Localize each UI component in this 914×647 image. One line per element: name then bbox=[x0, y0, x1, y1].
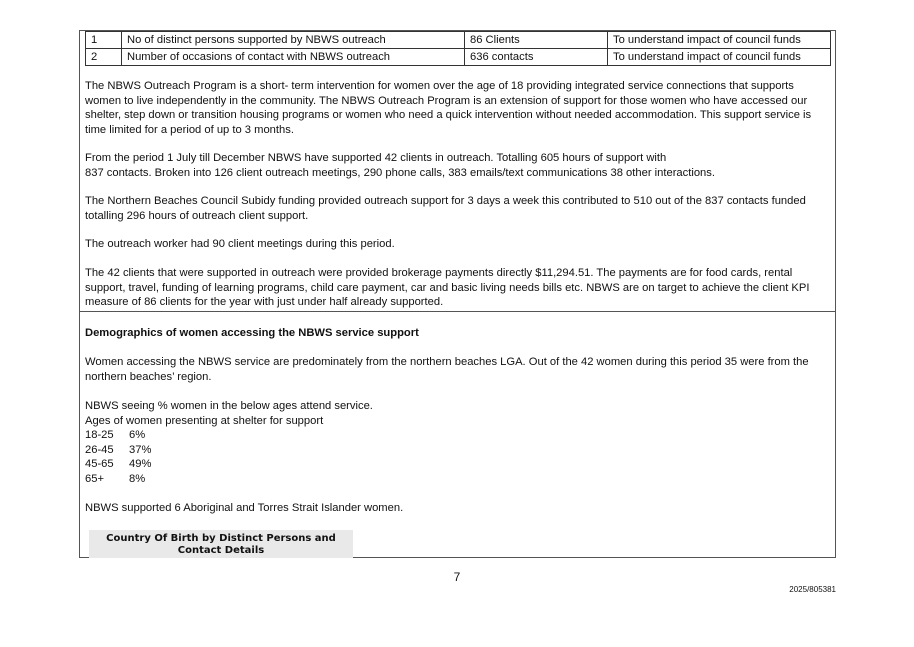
council-funding-paragraph: The Northern Beaches Council Subidy funding provided outreach support for 3 days a week this contributed to 510 out of the 837 contacts funded totalling 296 hours of outreach client support. bbox=[85, 195, 806, 222]
measure-cell: No of distinct persons supported by NBWS outreach bbox=[122, 32, 465, 49]
list-item bbox=[85, 457, 151, 472]
age-percent: 6% bbox=[129, 429, 146, 442]
age-percent: 8% bbox=[129, 472, 146, 485]
period-summary-line2: 837 contacts. Broken into 126 client outreach meetings, 290 phone calls, 383 emails/text communications 38 other interactions. bbox=[85, 166, 715, 179]
document-frame bbox=[79, 30, 836, 558]
value-cell: 86 Clients bbox=[465, 32, 608, 49]
purpose-cell: To understand impact of council funds bbox=[608, 32, 831, 49]
country-of-birth-header bbox=[89, 530, 353, 558]
measure-cell: Number of occasions of contact with NBWS outreach bbox=[122, 49, 465, 66]
table-row bbox=[86, 49, 831, 66]
age-range: 65+ bbox=[85, 472, 104, 485]
age-percent: 49% bbox=[129, 458, 152, 471]
cob-title-line1: Country Of Birth by Distinct Persons and bbox=[106, 533, 336, 544]
value-cell: 636 contacts bbox=[465, 49, 608, 66]
row-number: 2 bbox=[86, 49, 122, 66]
period-summary-line1: From the period 1 July till December NBWS have supported 42 clients in outreach. Totalling 605 hours of support with bbox=[85, 152, 667, 164]
age-range: 26-45 bbox=[85, 443, 114, 456]
document-reference: 2025/805381 bbox=[789, 585, 836, 594]
client-meetings-paragraph: The outreach worker had 90 client meetings during this period. bbox=[85, 238, 395, 250]
page-number: 7 bbox=[453, 570, 461, 584]
demographics-section bbox=[80, 312, 835, 558]
brokerage-paragraph: The 42 clients that were supported in outreach were provided brokerage payments directly $11,294.51. The payments are for food cards, rental support, travel, funding of learning programs, child care payment, car and basic living needs bills etc. NBWS are on target to achieve the client KPI measure of 86 clients for the year with just under half already supported. bbox=[85, 267, 810, 309]
row-number: 1 bbox=[86, 32, 122, 49]
atsi-paragraph: NBWS supported 6 Aboriginal and Torres Strait Islander women. bbox=[85, 502, 404, 514]
age-percent: 37% bbox=[129, 443, 152, 456]
cob-title-line2: Contact Details bbox=[177, 545, 265, 556]
ages-intro-line2: Ages of women presenting at shelter for support bbox=[85, 414, 324, 427]
purpose-cell: To understand impact of council funds bbox=[608, 49, 831, 66]
kpi-table bbox=[85, 31, 831, 66]
demographics-heading: Demographics of women accessing the NBWS service support bbox=[85, 327, 419, 339]
outreach-section bbox=[80, 67, 835, 312]
list-item bbox=[85, 443, 151, 458]
ages-intro-line1: NBWS seeing % women in the below ages attend service. bbox=[85, 400, 373, 412]
list-item bbox=[85, 428, 151, 443]
lga-paragraph: Women accessing the NBWS service are predominately from the northern beaches LGA. Out of the 42 women during this period 35 were from the northern beaches’ region. bbox=[85, 356, 809, 383]
list-item bbox=[85, 472, 151, 487]
program-description: The NBWS Outreach Program is a short- term intervention for women over the age of 18 providing integrated service connections that supports women to live independently in the community. The NBWS Outreach Program is an extension of support for those women who have accessed our shelter, step down or transition housing programs or women who need a quick intervention without needed accommodation. This support service is time limited for a period of up to 3 months. bbox=[85, 80, 812, 136]
age-breakdown-list bbox=[85, 428, 151, 486]
age-range: 18-25 bbox=[85, 429, 114, 442]
age-range: 45-65 bbox=[85, 458, 114, 471]
table-row bbox=[86, 32, 831, 49]
